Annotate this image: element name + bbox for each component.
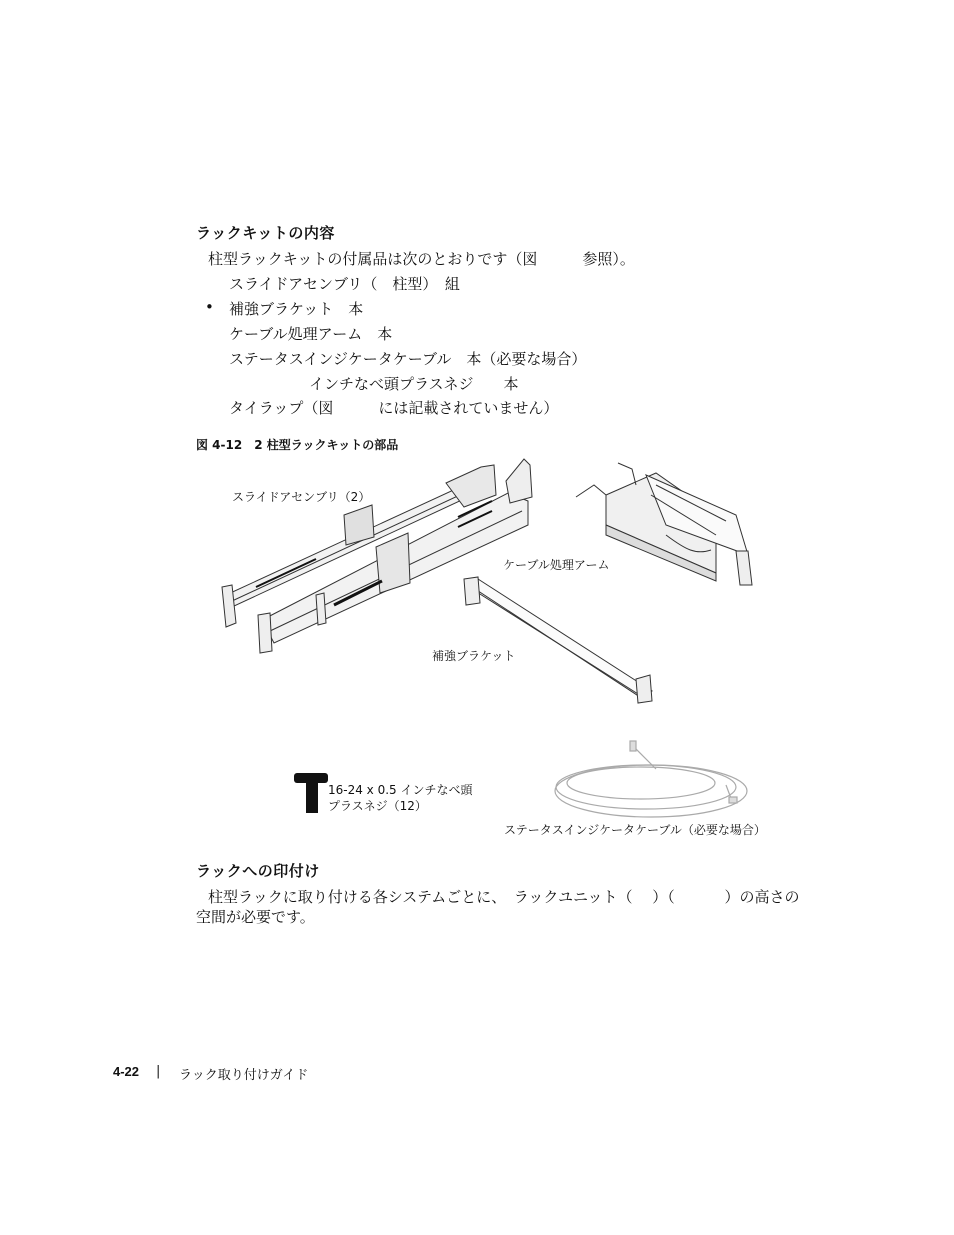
intro-paragraph: 柱型ラックキットの付属品は次のとおりです（図 参照）。 — [208, 250, 635, 268]
section-heading-rack-marking: ラックへの印付け — [196, 862, 320, 880]
list-bullet: • — [205, 298, 214, 316]
callout-screw-line1: 16-24 x 0.5 インチなべ頭 — [328, 783, 473, 797]
list-item: 補強ブラケット 本 — [229, 300, 364, 318]
list-item: タイラップ（図 には記載されていません） — [229, 399, 559, 417]
callout-screw-line2: プラスネジ（12） — [328, 799, 427, 813]
list-item: ケーブル処理アーム 本 — [229, 325, 393, 343]
page-number: 4-22 — [113, 1064, 140, 1079]
rack-kit-figure — [196, 455, 796, 845]
callout-slide-assembly: スライドアセンブリ（2） — [232, 490, 371, 504]
list-item: インチなべ頭プラスネジ 本 — [309, 375, 519, 393]
list-item: スライドアセンブリ（ 柱型） 組 — [229, 275, 460, 293]
reinforcement-bracket-icon — [464, 577, 652, 703]
section-heading-rack-kit-contents: ラックキットの内容 — [196, 224, 335, 242]
callout-cable-management-arm: ケーブル処理アーム — [503, 558, 610, 572]
figure-title: 図 4-12 2 柱型ラックキットの部品 — [196, 438, 399, 452]
callout-reinforcement-bracket: 補強ブラケット — [432, 649, 516, 663]
pan-head-screw-icon — [294, 773, 328, 813]
rack-marking-paragraph-line1: 柱型ラックに取り付ける各システムごとに、 ラックユニット（ ）（ ）の高さの — [208, 888, 800, 906]
callout-status-indicator-cable: ステータスインジケータケーブル（必要な場合） — [504, 823, 766, 837]
footer-guide-title: ラック取り付けガイド — [179, 1068, 309, 1083]
rack-marking-paragraph-line2: 空間が必要です。 — [196, 908, 315, 926]
footer-separator: | — [156, 1064, 161, 1079]
status-indicator-cable-icon — [555, 741, 747, 817]
list-item: ステータスインジケータケーブル 本（必要な場合） — [229, 350, 587, 368]
